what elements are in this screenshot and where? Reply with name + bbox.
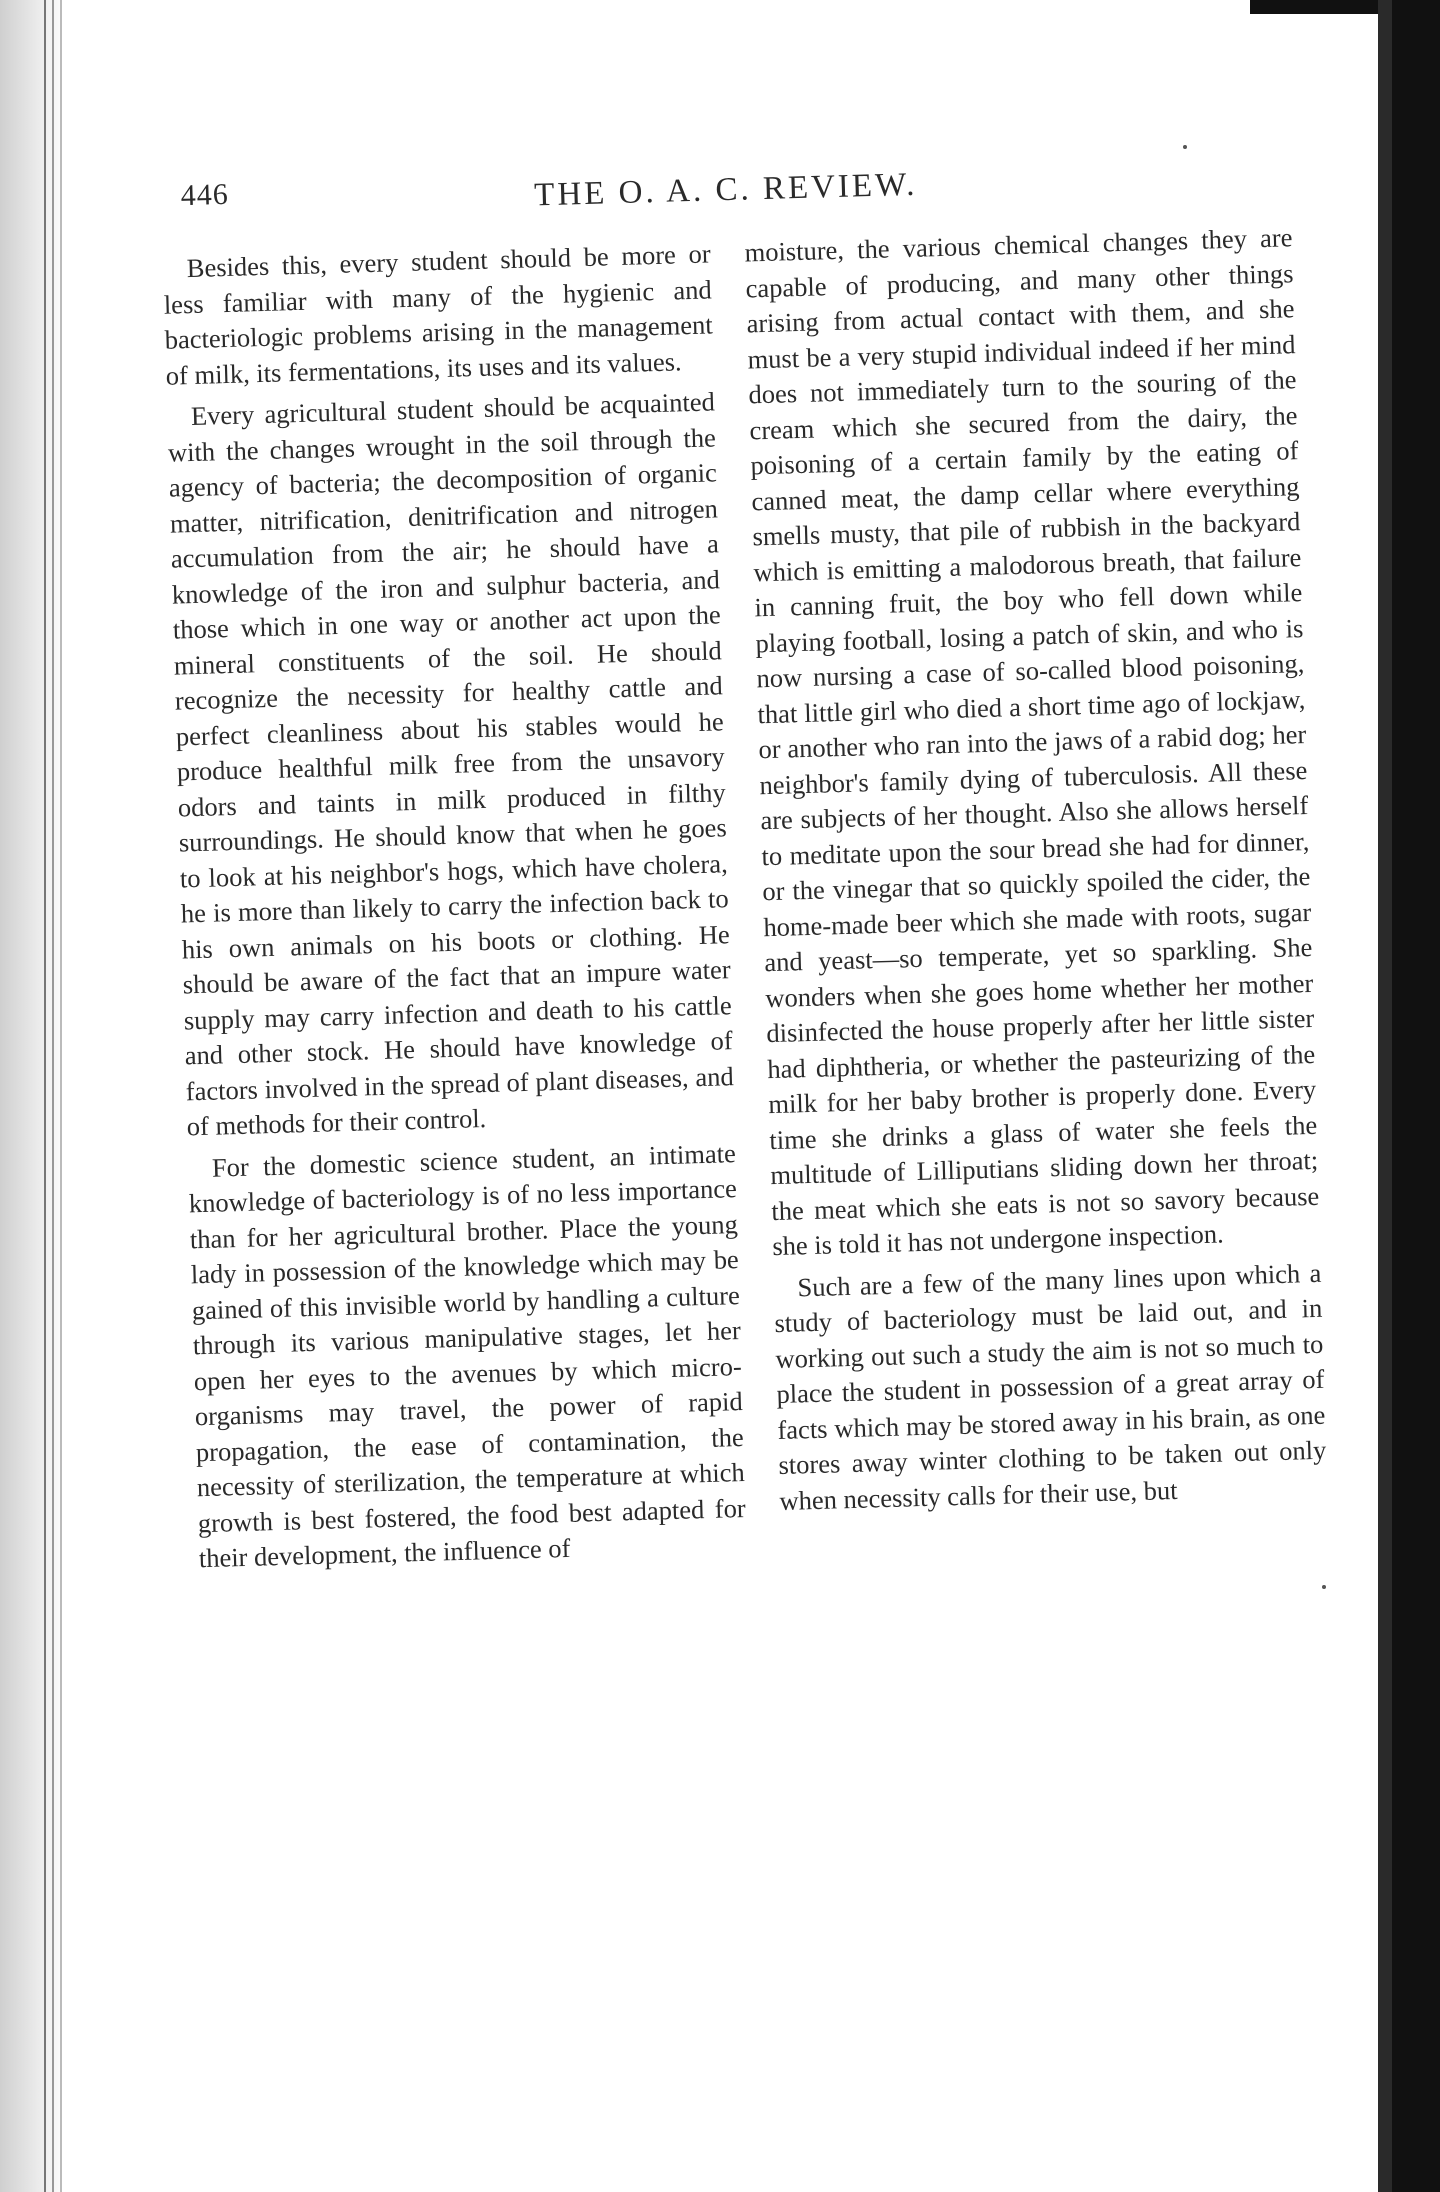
right-column [744, 220, 1329, 1566]
paragraph: moisture, the various chemical changes they are capable of producing, and many other things arising from actual contact with them, and she must be a very stupid individual indeed if her mind does not immediately turn to the souring of the cream which she secured from the dairy, the poisoning of a certain family by the eating of canned meat, the damp cellar where everything smells musty, that pile of rubbish in the backyard which is emitting a malodorous breath, that failure in canning fruit, the boy who fell down while playing football, losing a patch of skin, and who is now nursing a case of so-called blood poisoning, that little girl who died a short time ago of lockjaw, or another who ran into the jaws of a rabid dog; her neighbor's family dying of tuberculosis. All these are subjects of her thought. Also she allows herself to meditate upon the sour bread she had for dinner, or the vinegar that so quickly spoiled the cider, the home-made beer which she made with roots, sugar and yeast—so temperate, yet so sparkling. She wonders when she goes home whether her mother disinfected the house properly after her little sister had diphtheria, or whether the pasteurizing of the milk for her baby brother is properly done. Every time she drinks a glass of water she feels the multitude of Lilliputians sliding down her throat; the meat which she eats is not so savory because she is told it has not undergone inspection. [744, 222, 1320, 1262]
page-edge [44, 0, 46, 2192]
page-edge [60, 0, 62, 2192]
paragraph: For the domestic science student, an intimate knowledge of bacteriology is of no less importance than for her agricultural brother. Place the young lady in possession of the knowledge which may be gained of this invisible world by handling a culture through its various manipulative stages, let her open her eyes to the avenues by which micro-organisms may travel, the power of rapid propagation, the ease of contamination, the necessity of sterilization, the temperature at which growth is best fostered, the food best adapted for their development, the influence of [188, 1137, 747, 1574]
page-number: 446 [180, 177, 230, 213]
book-spine-shadow [0, 0, 60, 2192]
paragraph: Besides this, every student should be more or less familiar with many of the hygienic and bacteriologic problems arising in the management of milk, its fermentations, its uses and its values. [163, 238, 714, 391]
running-title: THE O. A. C. REVIEW. [533, 166, 918, 214]
scanner-border-right [1392, 0, 1440, 2192]
left-column [162, 236, 747, 1582]
book-page [140, 144, 1361, 2036]
paragraph: Every agricultural student should be acquainted with the changes wrought in the soil through the agency of bacteria; the decomposition of organic matter, nitrification, denitrification and nitrogen accumulation from the air; he should have a knowledge of the iron and sulphur bacteria, and those which in one way or another act upon the mineral constituents of the soil. He should recognize the necessity for healthy cattle and perfect cleanliness about his stables would he produce healthful milk free from the unsavory odors and taints in milk produced in filthy surroundings. He should know that when he goes to look at his neighbor's hogs, which have cholera, he is more than likely to carry the infection back to his own animals on his boots or clothing. He should be aware of the fact that an impure water supply may carry infection and death to his cattle and other stock. He should have knowledge of factors involved in the spread of plant diseases, and of methods for their control. [167, 386, 734, 1142]
text-columns [162, 220, 1329, 1583]
paragraph: Such are a few of the many lines upon which a study of bacteriology must be laid out, and in working out such a study the aim is not so much to place the student in possession of a great array of facts which may be stored away in his brain, as one stores away winter clothing to be taken out only when necessity calls for their use, but [774, 1257, 1327, 1516]
scanner-border-edge [1378, 0, 1392, 2192]
page-edge [52, 0, 54, 2192]
